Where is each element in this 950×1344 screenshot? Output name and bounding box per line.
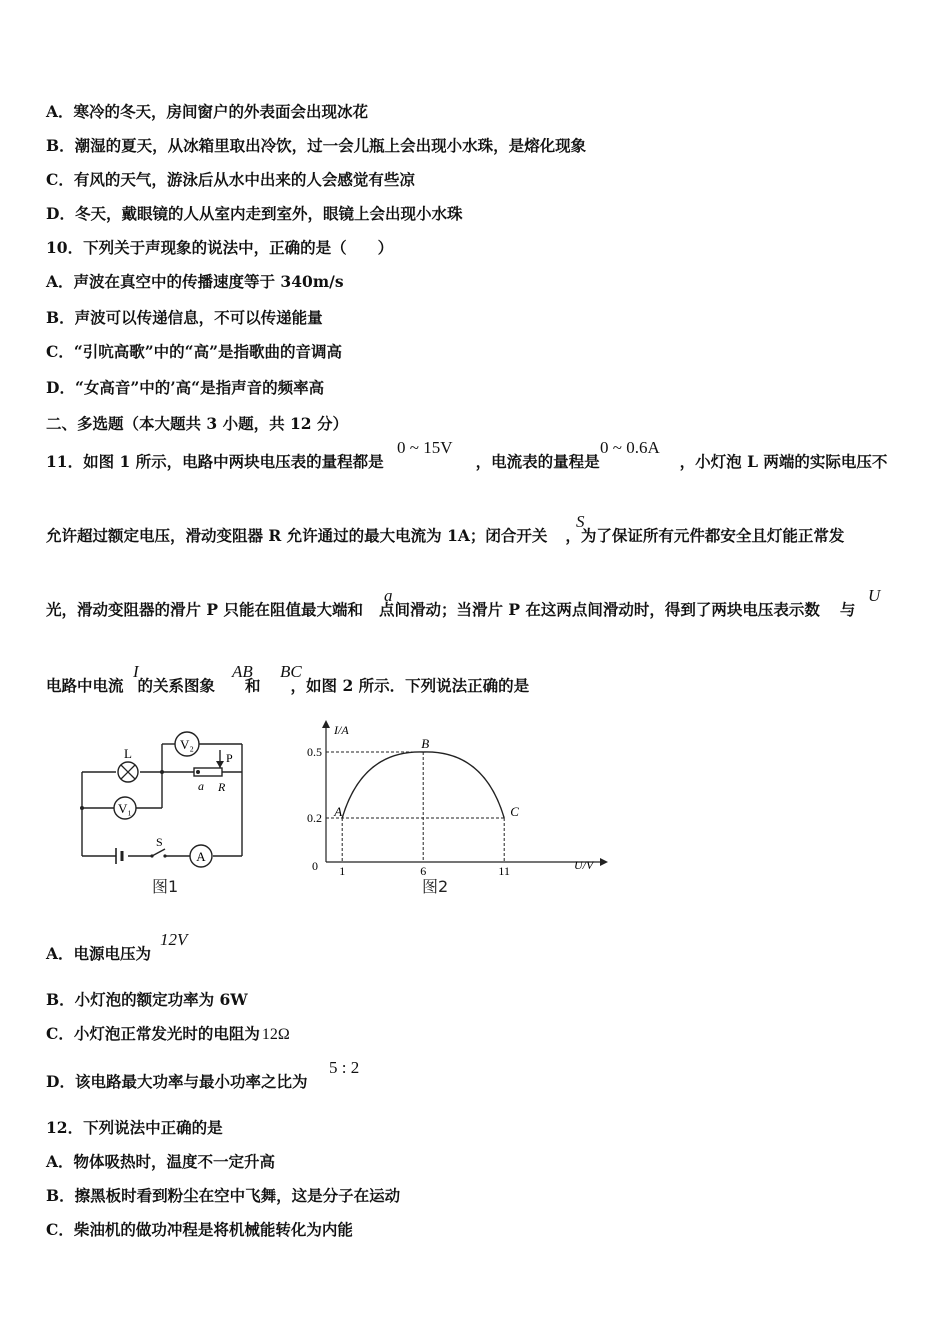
- switch-symbol-math: S: [576, 512, 585, 531]
- y-tick-label: 0.2: [307, 811, 322, 825]
- x-tick-label: 11: [498, 864, 510, 878]
- point-label-b: B: [421, 736, 430, 751]
- x-axis-arrow: [600, 858, 608, 866]
- point-label-a: A: [334, 804, 343, 819]
- slider-label: P: [226, 751, 233, 765]
- junction-dot: [160, 770, 164, 774]
- iu-chart: [290, 718, 610, 878]
- segment-ab-math: AB: [232, 662, 253, 681]
- q10-option-d: D．“女高音”中的’高“是指声音的频率高: [46, 378, 325, 397]
- q11-text: 的关系图象: [137, 676, 216, 695]
- q9-option-d: D．冬天，戴眼镜的人从室内走到室外，眼镜上会出现小水珠: [46, 204, 463, 223]
- q11-option-d: [46, 1072, 307, 1092]
- voltage-u-math: U: [868, 586, 881, 605]
- resistor-label: R: [218, 780, 226, 794]
- y-tick-label: 0.5: [307, 745, 322, 759]
- x-axis-label: U/V: [574, 858, 594, 872]
- q10-option-c: C．“引吭高歌”中的“高”是指歌曲的音调高: [46, 342, 342, 361]
- q10-option-b: B．声波可以传递信息，不可以传递能量: [46, 308, 323, 327]
- q12-stem: 12．下列说法中正确的是: [46, 1118, 223, 1137]
- q11-option-a-math: 12V: [160, 930, 188, 949]
- y-axis-arrow: [322, 720, 330, 728]
- switch-contact: [150, 854, 153, 857]
- q11-text: ，为了保证所有元件都安全且灯能正常发: [565, 526, 845, 545]
- ammeter-range-math: 0 ~ 0.6A: [600, 438, 660, 457]
- x-tick-label: 1: [339, 864, 346, 878]
- q11-line-1: [46, 452, 887, 472]
- point-a-label: a: [198, 779, 204, 793]
- lamp-label: L: [124, 746, 132, 761]
- q11-option-c: [46, 1024, 290, 1045]
- slider-arrow-icon: [216, 761, 224, 768]
- voltmeter-range-math: 0 ~ 15V: [397, 438, 453, 457]
- switch-icon: [152, 849, 165, 856]
- q10-option-a: A．声波在真空中的传播速度等于 340m/s: [46, 272, 344, 291]
- voltmeter-v2-label: V₂: [180, 737, 194, 752]
- q11-text: 允许超过额定电压，滑动变阻器 R 允许通过的最大电流为 1A；闭合开关: [46, 526, 548, 545]
- q11-text: 光，滑动变阻器的滑片 P 只能在阻值最大端和: [46, 600, 363, 619]
- current-i-math: I: [133, 662, 139, 681]
- y-axis-label: I/A: [334, 723, 349, 737]
- q9-option-a: A．寒冷的冬天，房间窗户的外表面会出现冰花: [46, 102, 369, 121]
- q11-text: 与: [839, 600, 856, 619]
- circuit-diagram: [70, 728, 260, 868]
- q11-line-2: [46, 526, 844, 546]
- q11-option-a: [46, 944, 151, 964]
- q11-text: ，如图 2 所示．下列说法正确的是: [290, 676, 530, 695]
- figure-2-caption: 图2: [422, 877, 449, 896]
- q11-option-b: B．小灯泡的额定功率为 6W: [46, 990, 248, 1009]
- q11-text: 11．如图 1 所示，电路中两块电压表的量程都是: [46, 452, 384, 471]
- point-label-c: C: [510, 804, 519, 819]
- q9-option-b: B．潮湿的夏天，从冰箱里取出冷饮，过一会儿瓶上会出现小水珠，是熔化现象: [46, 136, 587, 155]
- q10-stem: 10．下列关于声现象的说法中，正确的是（ ）: [46, 238, 394, 257]
- x-tick-label: 6: [420, 864, 427, 878]
- point-a-math: a: [384, 586, 393, 605]
- q11-option-a-text: A．电源电压为: [46, 944, 152, 963]
- origin-label: 0: [312, 859, 318, 873]
- q11-text: ，小灯泡 L 两端的实际电压不: [679, 452, 888, 471]
- q11-text: 点间滑动；当滑片 P 在这两点间滑动时，得到了两块电压表示数: [378, 600, 820, 619]
- ammeter-label: A: [196, 849, 206, 864]
- q11-text: 电路中电流: [46, 676, 124, 695]
- series-bc-curve: [423, 752, 504, 818]
- q12-option-a: A．物体吸热时，温度不一定升高: [46, 1152, 276, 1171]
- switch-label: S: [156, 835, 163, 849]
- q11-text: 和: [245, 676, 261, 695]
- q11-option-c-math: 12Ω: [261, 1026, 290, 1043]
- q12-option-c: C．柴油机的做功冲程是将机械能转化为内能: [46, 1220, 353, 1239]
- q11-option-c-text: C．小灯泡正常发光时的电阻为: [46, 1024, 260, 1043]
- q11-text: ，电流表的量程是: [475, 452, 600, 471]
- figure-1-caption: 图1: [152, 877, 179, 896]
- q11-option-d-math: 5 : 2: [329, 1058, 360, 1077]
- q9-option-c: C．有风的天气，游泳后从水中出来的人会感觉有些凉: [46, 170, 415, 189]
- junction-dot: [80, 806, 84, 810]
- q11-line-3: [46, 600, 855, 620]
- series-ab-curve: [342, 752, 423, 818]
- point-a-dot: [196, 770, 200, 774]
- switch-contact: [163, 854, 166, 857]
- voltmeter-v1-label: V₁: [118, 801, 132, 816]
- q11-option-d-text: D．该电路最大功率与最小功率之比为: [46, 1072, 308, 1091]
- section-title: 二、多选题（本大题共 3 小题，共 12 分）: [46, 414, 348, 433]
- segment-bc-math: BC: [280, 662, 302, 681]
- q12-option-b: B．擦黑板时看到粉尘在空中飞舞，这是分子在运动: [46, 1186, 401, 1205]
